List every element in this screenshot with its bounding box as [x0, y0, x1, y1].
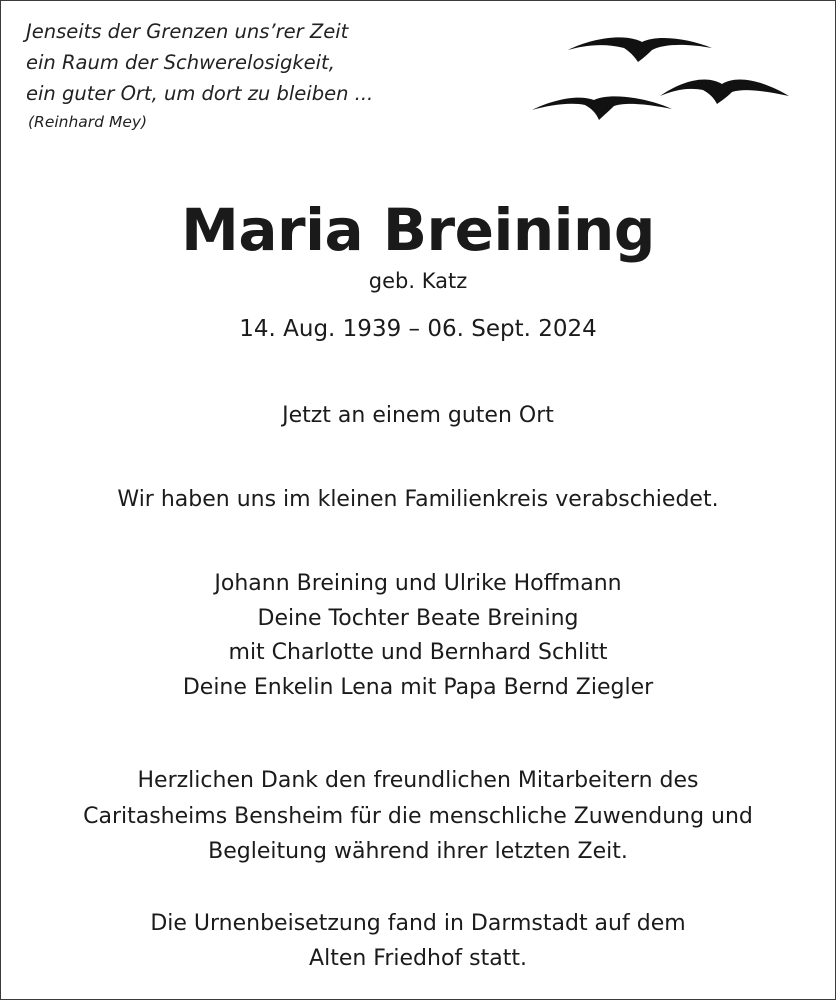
deceased-name: Maria Breining [181, 196, 655, 264]
quote-attribution: (Reinhard Mey) [28, 113, 148, 131]
burial-paragraph [0, 906, 836, 976]
mourner-line: Johann Breining und Ulrike Hoffmann [214, 571, 622, 596]
motto-text: Jetzt an einem guten Ort [282, 403, 554, 428]
flying-birds-icon [530, 30, 792, 126]
bird-icon [660, 80, 789, 104]
bird-icon [532, 96, 672, 120]
mourner-line: Deine Tochter Beate Breining [257, 605, 579, 631]
life-dates: 14. Aug. 1939 – 06. Sept. 2024 [239, 316, 597, 342]
thanks-line: Caritasheims Bensheim für die menschliche Zuwendung und [83, 803, 753, 829]
epigraph-quote [26, 16, 373, 133]
mourner-line: Deine Enkelin Lena mit Papa Bernd Ziegler [182, 674, 654, 700]
burial-line: Die Urnenbeisetzung fand in Darmstadt auf dem [150, 911, 686, 936]
quote-line: ein guter Ort, um dort zu bleiben ... [26, 82, 374, 105]
quote-line: ein Raum der Schwerelosigkeit, [26, 51, 335, 74]
quote-line: Jenseits der Grenzen uns’rer Zeit [26, 20, 349, 43]
thanks-line: Herzlichen Dank den freundlichen Mitarbeitern des [137, 768, 699, 793]
mourners-list [0, 567, 836, 705]
thanks-line: Begleitung während ihrer letzten Zeit. [208, 839, 628, 864]
farewell-text: Wir haben uns im kleinen Familienkreis verabschiedet. [117, 487, 719, 512]
mourner-line: mit Charlotte und Bernhard Schlitt [228, 640, 608, 665]
thanks-paragraph [0, 763, 836, 870]
bird-icon [568, 37, 712, 62]
burial-line: Alten Friedhof statt. [309, 946, 527, 971]
birth-name: geb. Katz [368, 269, 468, 293]
